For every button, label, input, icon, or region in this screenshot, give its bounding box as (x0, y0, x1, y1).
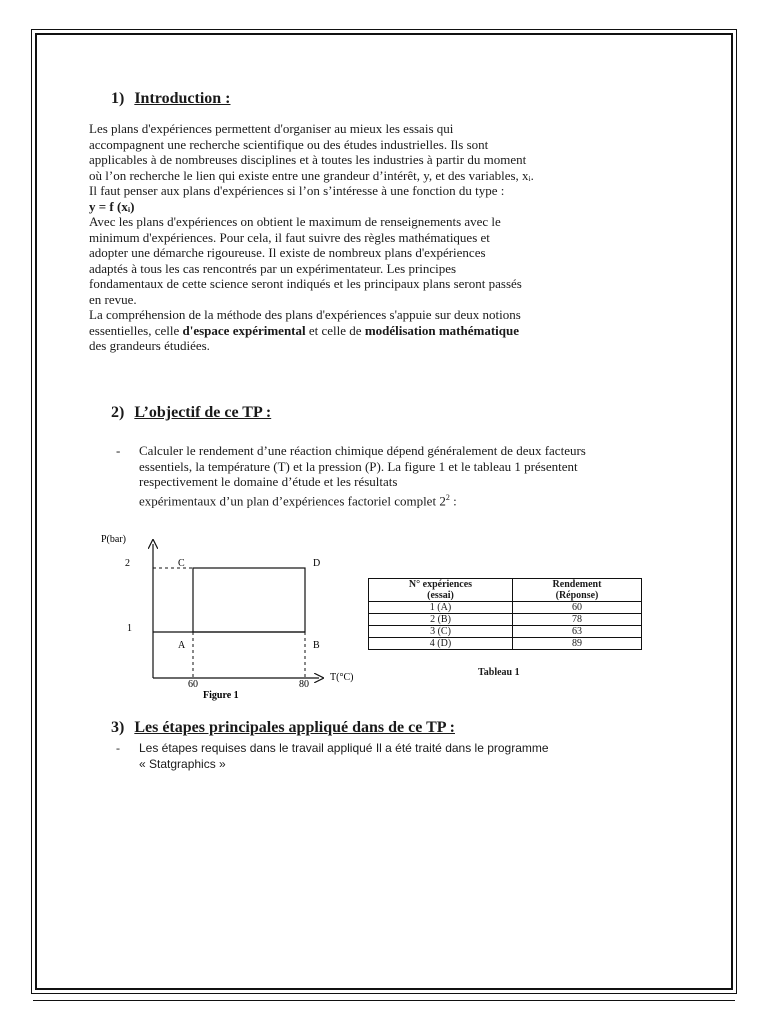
text-line (89, 323, 709, 339)
table-row (369, 638, 642, 650)
text-span: et celle de (305, 322, 365, 338)
y-tick-label: 1 (127, 623, 132, 634)
table-cell: 1 (A) (369, 602, 513, 614)
header-line: N° expériences (408, 579, 473, 590)
table-cell: 3 (C) (369, 626, 513, 638)
text-line: essentiels, la température (T) et la pression (P). La figure 1 et le tableau 1 présentent (139, 458, 578, 474)
table-cell: 4 (D) (369, 638, 513, 650)
text-line: où l’on recherche le lien qui existe entre une grandeur d’intérêt, y, et des variables, xᵢ. (89, 167, 534, 183)
text-span: : (449, 492, 457, 508)
figure-caption: Figure 1 (203, 690, 239, 701)
bold-term-modelisation: modélisation mathématique (364, 322, 520, 338)
point-label-c: C (178, 558, 185, 569)
text-span: expérimentaux d’un plan d’expériences factoriel complet 2 (139, 492, 446, 508)
section-title: Les étapes principales appliqué dans de ce TP : (134, 719, 455, 736)
section-title: Introduction : (134, 90, 231, 107)
text-line: Les plans d'expériences permettent d'organiser au mieux les essais qui (89, 121, 454, 136)
bold-term-espace: d'espace expérimental (182, 322, 306, 338)
results-table (368, 578, 642, 650)
section-title: L’objectif de ce TP : (134, 404, 272, 421)
text-line: minimum d'expériences. Pour cela, il faut suivre des règles mathématiques et (89, 229, 490, 245)
table-cell: 60 (513, 602, 642, 614)
text-line: adaptés à tous les cas rencontrés par un expérimentateur. Les principes (89, 260, 457, 276)
table-cell: 78 (513, 614, 642, 626)
page-bottom-line (33, 1000, 735, 1001)
formula: y = f (xᵢ) (89, 198, 135, 214)
text-line: applicables à de nombreuses disciplines et à toutes les industries à partir du moment (89, 152, 527, 167)
point-label-d: D (313, 558, 321, 569)
objectif-list-item (116, 443, 706, 508)
table-header (369, 579, 513, 602)
text-line: Il faut penser aux plans d'expériences si l’on s’intéresse à une fonction du type : (89, 183, 505, 198)
table-cell: 89 (513, 638, 642, 650)
text-line: fondamentaux de cette science seront indiqués et les principaux plans seront passés (89, 276, 522, 291)
text-line: La compréhension de la méthode des plans d'expériences s'appuie sur deux notions (89, 307, 521, 322)
section-heading-etapes (111, 719, 455, 737)
text-line: respectivement le domaine d’étude et les résultats (139, 474, 398, 489)
header-line: (Réponse) (555, 590, 599, 601)
list-dash: - (116, 741, 120, 755)
section-number: 3) (111, 719, 125, 736)
section-number: 1) (111, 90, 125, 107)
introduction-paragraph (89, 121, 709, 354)
text-line: « Statgraphics » (139, 757, 226, 771)
text-span: essentielles, celle (89, 322, 183, 338)
text-line: adopter une démarche rigoureuse. Il existe de nombreux plans d'expériences (89, 245, 486, 260)
x-axis-label: T(°C) (330, 672, 354, 683)
exponent: 2 (445, 492, 450, 502)
etapes-list-item (116, 740, 706, 772)
text-line: Calculer le rendement d’une réaction chimique dépend généralement de deux facteurs (139, 443, 586, 458)
section-number: 2) (111, 404, 125, 421)
table-cell: 63 (513, 626, 642, 638)
header-line: (essai) (427, 590, 454, 601)
text-line: accompagnent une recherche scientifique ou des études industrielles. Ils sont (89, 136, 489, 152)
table-cell: 2 (B) (369, 614, 513, 626)
y-axis-label: P(bar) (101, 534, 126, 545)
text-line: Avec les plans d'expériences on obtient le maximum de renseignements avec le (89, 214, 501, 229)
table-header (513, 579, 642, 602)
x-tick-label: 80 (299, 679, 309, 690)
text-line: des grandeurs étudiées. (89, 338, 210, 353)
table-row (369, 614, 642, 626)
section-heading-introduction (111, 90, 231, 108)
section-heading-objectif (111, 404, 271, 422)
table-caption: Tableau 1 (478, 667, 520, 678)
list-dash: - (116, 443, 121, 458)
y-tick-label: 2 (125, 558, 130, 569)
point-label-b: B (313, 640, 320, 651)
text-line: Les étapes requises dans le travail appliqué Il a été traité dans le programme (139, 741, 549, 755)
figure-domain-plot (95, 528, 375, 708)
text-line: en revue. (89, 291, 137, 307)
table-header-row (369, 579, 642, 602)
table-row (369, 626, 642, 638)
text-line (139, 490, 706, 509)
table-row (369, 602, 642, 614)
x-tick-label: 60 (188, 679, 198, 690)
experimental-domain (193, 568, 305, 632)
point-label-a: A (178, 640, 186, 651)
header-line: Rendement (552, 579, 602, 590)
